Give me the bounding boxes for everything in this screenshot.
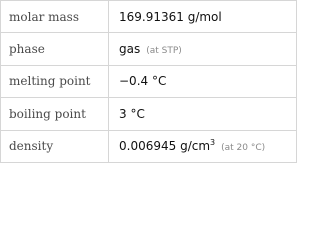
value-text: −0.4 °C — [119, 74, 167, 89]
row-value — [109, 65, 297, 97]
condition-note: (at STP) — [146, 46, 182, 57]
row-value — [109, 98, 297, 130]
value-text: gas — [119, 42, 141, 57]
condition-note: (at 20 °C) — [221, 143, 266, 154]
row-label: density — [1, 130, 109, 162]
row-label: molar mass — [1, 1, 109, 33]
value-text: 0.006945 g/cm — [119, 139, 211, 154]
row-value — [109, 130, 297, 162]
row-value — [109, 33, 297, 65]
unit-exponent: 3 — [210, 138, 216, 148]
row-value — [109, 1, 297, 33]
table-row-boiling-point — [1, 98, 297, 130]
table-row-melting-point — [1, 65, 297, 97]
row-label: boiling point — [1, 98, 109, 130]
row-label: melting point — [1, 65, 109, 97]
table-row-phase — [1, 33, 297, 65]
table-row-molar-mass — [1, 1, 297, 33]
value-text: 3 °C — [119, 106, 145, 121]
row-label: phase — [1, 33, 109, 65]
table-row-density — [1, 130, 297, 162]
value-text: 169.91361 g/mol — [119, 9, 222, 24]
